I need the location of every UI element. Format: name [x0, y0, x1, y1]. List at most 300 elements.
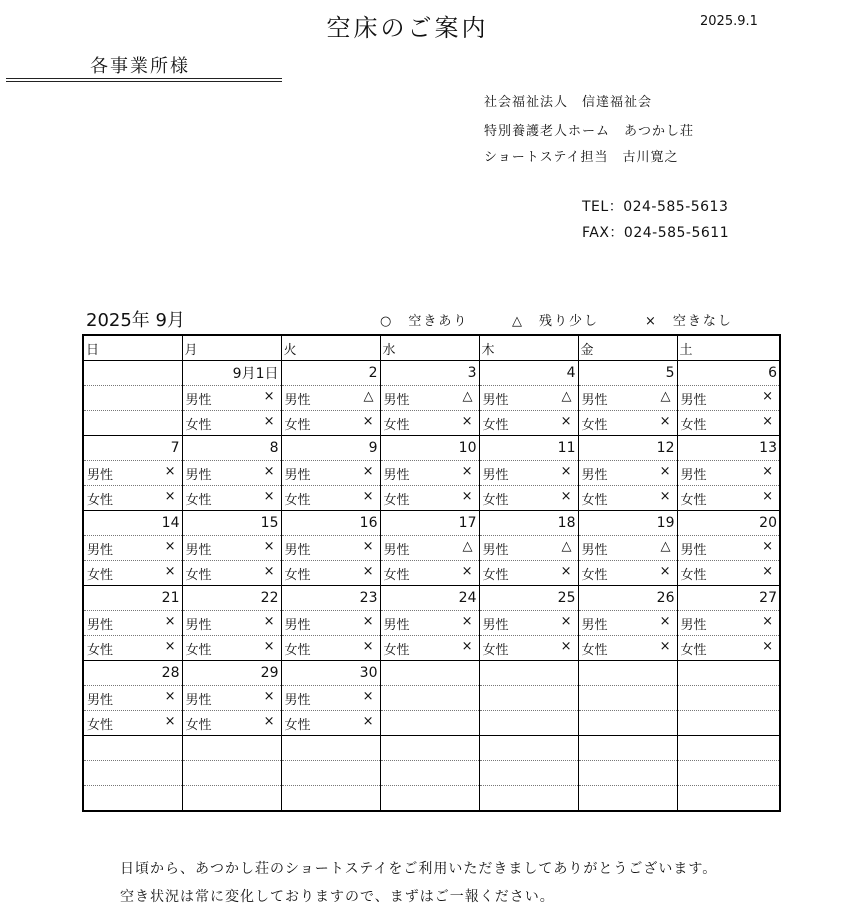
gender-label: 男性 [383, 542, 410, 558]
female-status [185, 489, 279, 508]
gender-label: 男性 [87, 542, 114, 558]
male-status [86, 464, 180, 483]
male-cell [83, 461, 182, 486]
male-status [383, 614, 477, 633]
gender-label: 女性 [482, 642, 509, 658]
gender-label: 女性 [581, 567, 608, 583]
sender-organization: 社会福祉法人 信達福祉会 [484, 95, 653, 110]
day-number: 9月1日 [182, 361, 281, 386]
female-availability-row [83, 411, 780, 436]
male-cell [380, 611, 479, 636]
availability-mark: × [263, 688, 275, 704]
female-status [185, 639, 279, 658]
day-number: 11 [479, 436, 578, 461]
female-cell [578, 636, 677, 661]
gender-label: 男性 [284, 467, 311, 483]
male-cell [281, 686, 380, 711]
weekday-header-row [83, 335, 780, 361]
male-cell [677, 611, 780, 636]
female-status [680, 639, 778, 658]
day-number [479, 736, 578, 761]
female-cell [83, 486, 182, 511]
availability-mark: × [659, 488, 671, 504]
male-status [482, 614, 576, 633]
day-number [380, 661, 479, 686]
day-number: 28 [83, 661, 182, 686]
day-number: 14 [83, 511, 182, 536]
availability-mark: × [762, 638, 773, 654]
male-status [284, 389, 378, 408]
female-cell [380, 411, 479, 436]
male-cell [182, 536, 281, 561]
footer-thanks: 日頃から、あつかし荘のショートステイをご利用いただきましてありがとうございます。 [120, 861, 718, 877]
availability-mark: × [762, 413, 773, 429]
gender-label: 男性 [680, 467, 707, 483]
day-number [578, 661, 677, 686]
gender-label: 女性 [185, 492, 212, 508]
availability-mark: × [362, 538, 374, 554]
day-number: 17 [380, 511, 479, 536]
gender-label: 女性 [680, 642, 707, 658]
male-cell [677, 536, 780, 561]
male-cell [479, 461, 578, 486]
female-availability-row [83, 786, 780, 812]
day-number [281, 736, 380, 761]
female-cell [380, 636, 479, 661]
availability-mark: × [362, 563, 374, 579]
availability-mark: × [560, 638, 572, 654]
male-status [86, 689, 180, 708]
male-cell [479, 761, 578, 786]
day-number: 8 [182, 436, 281, 461]
gender-label: 男性 [581, 467, 608, 483]
gender-label: 女性 [482, 567, 509, 583]
availability-mark: × [461, 638, 473, 654]
gender-label: 男性 [581, 542, 608, 558]
male-cell [182, 686, 281, 711]
male-cell [182, 386, 281, 411]
female-status [185, 714, 279, 733]
day-number: 7 [83, 436, 182, 461]
male-status [383, 389, 477, 408]
female-cell [83, 711, 182, 736]
gender-label: 男性 [482, 467, 509, 483]
gender-label: 男性 [581, 617, 608, 633]
male-status [284, 464, 378, 483]
male-cell [479, 686, 578, 711]
day-number-row [83, 436, 780, 461]
female-cell [380, 486, 479, 511]
gender-label: 女性 [680, 417, 707, 433]
availability-mark: × [164, 463, 176, 479]
male-status [185, 614, 279, 633]
gender-label: 男性 [284, 692, 311, 708]
day-number-row [83, 736, 780, 761]
gender-label: 女性 [284, 642, 311, 658]
male-status [86, 539, 180, 558]
gender-label: 男性 [383, 467, 410, 483]
recipient-underline [6, 78, 282, 79]
gender-label: 女性 [185, 642, 212, 658]
female-cell [281, 411, 380, 436]
female-cell [182, 786, 281, 812]
gender-label: 女性 [482, 417, 509, 433]
female-status [581, 414, 675, 433]
availability-mark: × [362, 613, 374, 629]
male-cell [380, 461, 479, 486]
male-status [383, 539, 477, 558]
male-cell [83, 386, 182, 411]
availability-mark: × [164, 638, 176, 654]
male-cell [380, 761, 479, 786]
male-status [581, 464, 675, 483]
female-cell [281, 786, 380, 812]
male-status [581, 389, 675, 408]
availability-mark: × [263, 488, 275, 504]
female-cell [479, 636, 578, 661]
female-cell [677, 411, 780, 436]
male-cell [677, 761, 780, 786]
gender-label: 男性 [482, 617, 509, 633]
female-cell [380, 786, 479, 812]
gender-label: 男性 [383, 617, 410, 633]
availability-mark: × [762, 613, 773, 629]
availability-mark: △ [660, 538, 671, 554]
female-cell [380, 561, 479, 586]
availability-mark: △ [363, 388, 374, 404]
gender-label: 女性 [87, 642, 114, 658]
availability-mark: △ [462, 388, 473, 404]
female-cell [479, 711, 578, 736]
tel-number: TEL：024-585-5613 [582, 199, 729, 215]
gender-label: 女性 [185, 417, 212, 433]
day-number-row [83, 361, 780, 386]
availability-mark: × [362, 713, 374, 729]
male-cell [677, 686, 780, 711]
male-cell [479, 611, 578, 636]
male-cell [281, 761, 380, 786]
gender-label: 男性 [482, 392, 509, 408]
day-number: 6 [677, 361, 780, 386]
male-status [680, 464, 778, 483]
female-cell [677, 486, 780, 511]
male-status [680, 539, 778, 558]
female-status [284, 414, 378, 433]
female-cell [281, 711, 380, 736]
day-number: 16 [281, 511, 380, 536]
availability-mark: × [362, 638, 374, 654]
day-number: 30 [281, 661, 380, 686]
availability-mark: × [762, 488, 773, 504]
gender-label: 男性 [284, 392, 311, 408]
gender-label: 男性 [185, 617, 212, 633]
recipient: 各事業所様 [90, 56, 190, 77]
availability-mark: × [461, 413, 473, 429]
male-cell [281, 611, 380, 636]
day-number: 2 [281, 361, 380, 386]
female-cell [182, 561, 281, 586]
calendar-month: 2025年 9月 [86, 310, 185, 331]
day-number: 22 [182, 586, 281, 611]
day-number-row [83, 661, 780, 686]
availability-mark: × [659, 413, 671, 429]
availability-mark: × [659, 613, 671, 629]
male-availability-row [83, 686, 780, 711]
gender-label: 女性 [284, 567, 311, 583]
female-cell [83, 636, 182, 661]
availability-mark: × [263, 538, 275, 554]
female-cell [281, 561, 380, 586]
female-cell [83, 561, 182, 586]
gender-label: 女性 [383, 417, 410, 433]
gender-label: 男性 [185, 467, 212, 483]
female-status [185, 414, 279, 433]
availability-mark: × [362, 488, 374, 504]
availability-mark: × [762, 388, 773, 404]
female-cell [578, 561, 677, 586]
female-cell [578, 786, 677, 812]
availability-mark: × [461, 563, 473, 579]
male-availability-row [83, 611, 780, 636]
female-status [680, 489, 778, 508]
page-title: 空床のご案内 [326, 14, 489, 42]
sender-contact-person: ショートステイ担当 古川寛之 [484, 150, 679, 165]
gender-label: 男性 [284, 617, 311, 633]
male-cell [578, 386, 677, 411]
male-cell [281, 536, 380, 561]
gender-label: 男性 [581, 392, 608, 408]
female-cell [479, 486, 578, 511]
availability-mark: × [762, 538, 773, 554]
female-cell [479, 561, 578, 586]
day-number-row [83, 586, 780, 611]
female-status [284, 639, 378, 658]
day-number [83, 736, 182, 761]
gender-label: 女性 [482, 492, 509, 508]
gender-label: 男性 [185, 542, 212, 558]
female-status [482, 489, 576, 508]
availability-mark: × [659, 638, 671, 654]
male-cell [83, 761, 182, 786]
day-number [677, 661, 780, 686]
availability-mark: × [560, 463, 572, 479]
availability-mark: × [164, 688, 176, 704]
female-cell [281, 636, 380, 661]
availability-mark: × [461, 613, 473, 629]
female-status [581, 564, 675, 583]
male-status [581, 614, 675, 633]
day-number: 18 [479, 511, 578, 536]
female-status [284, 489, 378, 508]
male-availability-row [83, 536, 780, 561]
availability-mark: × [164, 713, 176, 729]
female-cell [479, 786, 578, 812]
female-cell [677, 711, 780, 736]
female-status [680, 564, 778, 583]
gender-label: 男性 [680, 392, 707, 408]
availability-calendar [82, 334, 781, 812]
male-status [482, 464, 576, 483]
availability-mark: × [560, 413, 572, 429]
female-cell [578, 486, 677, 511]
male-cell [182, 761, 281, 786]
availability-mark: × [164, 563, 176, 579]
female-cell [578, 711, 677, 736]
availability-mark: × [263, 463, 275, 479]
female-cell [479, 411, 578, 436]
day-number: 12 [578, 436, 677, 461]
day-number [380, 736, 479, 761]
day-number: 13 [677, 436, 780, 461]
female-cell [578, 411, 677, 436]
legend-full: × 空きなし [645, 314, 733, 329]
day-number [182, 736, 281, 761]
availability-mark: × [560, 613, 572, 629]
male-status [185, 389, 279, 408]
female-status [86, 714, 180, 733]
male-cell [83, 686, 182, 711]
gender-label: 男性 [87, 617, 114, 633]
male-status [185, 689, 279, 708]
gender-label: 女性 [87, 492, 114, 508]
gender-label: 女性 [680, 492, 707, 508]
day-number [677, 736, 780, 761]
female-cell [182, 711, 281, 736]
day-number: 20 [677, 511, 780, 536]
availability-mark: × [263, 413, 275, 429]
weekday-header: 月 [182, 335, 281, 361]
availability-mark: △ [462, 538, 473, 554]
male-status [581, 539, 675, 558]
male-cell [677, 461, 780, 486]
day-number: 3 [380, 361, 479, 386]
day-number [578, 736, 677, 761]
female-status [680, 414, 778, 433]
female-cell [182, 636, 281, 661]
male-cell [83, 536, 182, 561]
male-availability-row [83, 386, 780, 411]
female-status [482, 414, 576, 433]
day-number [83, 361, 182, 386]
gender-label: 女性 [284, 717, 311, 733]
availability-mark: × [659, 463, 671, 479]
day-number: 21 [83, 586, 182, 611]
gender-label: 女性 [185, 717, 212, 733]
male-availability-row [83, 461, 780, 486]
availability-mark: × [263, 388, 275, 404]
male-status [383, 464, 477, 483]
footer-notice: 空き状況は常に変化しておりますので、まずはご一報ください。 [120, 889, 555, 905]
day-number: 4 [479, 361, 578, 386]
gender-label: 女性 [87, 717, 114, 733]
day-number: 10 [380, 436, 479, 461]
availability-mark: × [263, 713, 275, 729]
legend-few-left: △ 残り少し [512, 314, 599, 329]
female-cell [182, 411, 281, 436]
female-status [383, 564, 477, 583]
female-status [383, 414, 477, 433]
female-availability-row [83, 486, 780, 511]
availability-mark: × [560, 563, 572, 579]
male-cell [380, 686, 479, 711]
gender-label: 男性 [185, 392, 212, 408]
availability-mark: △ [660, 388, 671, 404]
day-number-row [83, 511, 780, 536]
female-status [581, 489, 675, 508]
male-cell [479, 536, 578, 561]
availability-mark: △ [561, 538, 572, 554]
female-status [284, 564, 378, 583]
male-cell [182, 461, 281, 486]
male-status [284, 614, 378, 633]
male-status [680, 614, 778, 633]
day-number [479, 661, 578, 686]
day-number: 15 [182, 511, 281, 536]
gender-label: 男性 [482, 542, 509, 558]
weekday-header: 日 [83, 335, 182, 361]
male-cell [281, 386, 380, 411]
female-cell [83, 786, 182, 812]
gender-label: 男性 [680, 617, 707, 633]
female-status [581, 639, 675, 658]
availability-mark: × [362, 463, 374, 479]
male-status [185, 539, 279, 558]
day-number: 5 [578, 361, 677, 386]
female-cell [677, 786, 780, 812]
gender-label: 男性 [87, 467, 114, 483]
issue-date: 2025.9.1 [700, 14, 758, 29]
day-number: 19 [578, 511, 677, 536]
availability-mark: × [461, 488, 473, 504]
availability-mark: × [560, 488, 572, 504]
weekday-header: 木 [479, 335, 578, 361]
availability-mark: × [164, 488, 176, 504]
female-availability-row [83, 711, 780, 736]
female-status [86, 639, 180, 658]
legend-available: ○ 空きあり [380, 314, 469, 329]
gender-label: 女性 [581, 492, 608, 508]
male-cell [677, 386, 780, 411]
male-status [680, 389, 778, 408]
female-cell [677, 636, 780, 661]
gender-label: 女性 [284, 417, 311, 433]
female-status [86, 489, 180, 508]
male-cell [578, 611, 677, 636]
day-number: 27 [677, 586, 780, 611]
female-cell [182, 486, 281, 511]
gender-label: 女性 [383, 492, 410, 508]
gender-label: 女性 [383, 567, 410, 583]
male-cell [182, 611, 281, 636]
male-cell [380, 386, 479, 411]
availability-mark: △ [561, 388, 572, 404]
female-status [482, 564, 576, 583]
female-availability-row [83, 561, 780, 586]
availability-mark: × [762, 463, 773, 479]
availability-mark: × [164, 538, 176, 554]
gender-label: 女性 [581, 417, 608, 433]
recipient-underline [6, 81, 282, 82]
availability-mark: × [263, 638, 275, 654]
availability-mark: × [362, 413, 374, 429]
gender-label: 男性 [680, 542, 707, 558]
gender-label: 男性 [383, 392, 410, 408]
gender-label: 男性 [284, 542, 311, 558]
gender-label: 女性 [581, 642, 608, 658]
male-status [86, 614, 180, 633]
availability-mark: × [263, 563, 275, 579]
female-status [284, 714, 378, 733]
